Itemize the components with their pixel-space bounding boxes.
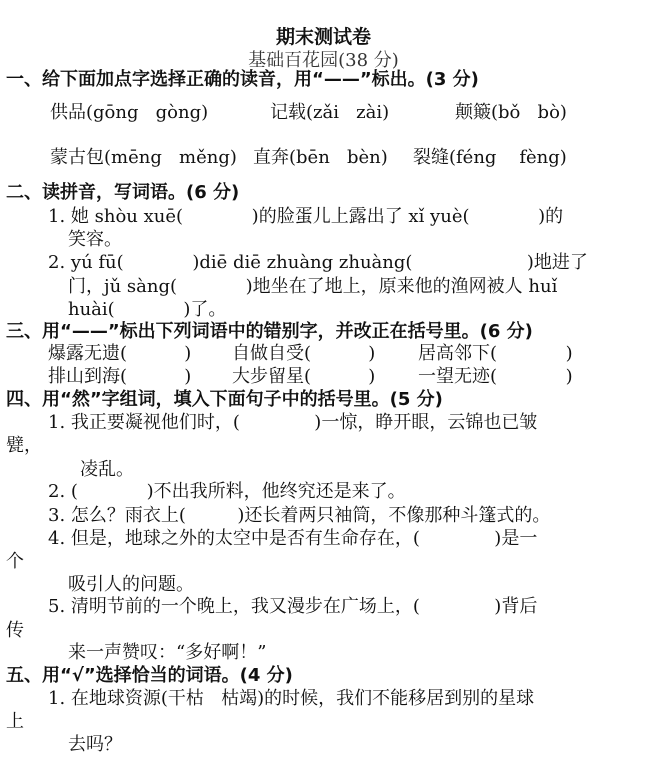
page-subtitle: 基础百花园(38 分) — [248, 50, 399, 71]
question-line: 5. 清明节前的一个晚上，我又漫步在广场上，( )背后 — [48, 596, 538, 617]
question-line: 2. ( )不出我所料，他终究还是来了。 — [48, 481, 406, 502]
pinyin-choice: 裂缝(féng fèng) — [413, 147, 567, 168]
question-line: 2. yú fū( )diē diē zhuàng zhuàng( )地进了 — [48, 252, 588, 273]
pinyin-choice: 供品(gōng gòng) — [50, 102, 209, 123]
question-line: 去吗？ — [68, 734, 122, 755]
idiom-item: 爆露无遗( ) — [48, 343, 192, 364]
pinyin-choice: 记载(zǎi zài) — [270, 102, 390, 123]
idiom-item: 排山到海( ) — [48, 366, 192, 387]
question-line: 传 — [6, 620, 24, 641]
question-line: huài( )了。 — [68, 299, 227, 320]
idiom-item: 居高邻下( ) — [418, 343, 573, 364]
idiom-item: 自做自受( ) — [232, 343, 376, 364]
section-3-heading: 三、用“——”标出下列词语中的错别字，并改正在括号里。(6 分) — [6, 321, 533, 342]
section-5-heading: 五、用“√”选择恰当的词语。(4 分) — [6, 665, 293, 686]
idiom-item: 一望无迹( ) — [418, 366, 573, 387]
pinyin-choice: 颠簸(bǒ bò) — [455, 102, 567, 123]
question-line: 来一声赞叹：“多好啊！” — [68, 642, 267, 663]
pinyin-choice: 蒙古包(mēng měng) — [50, 147, 237, 168]
question-line: 凌乱。 — [80, 459, 134, 480]
page-title: 期末测试卷 — [275, 26, 371, 48]
question-line: 个 — [6, 551, 24, 572]
section-1-heading: 一、给下面加点字选择正确的读音，用“——”标出。(3 分) — [6, 69, 479, 90]
question-line: 吸引人的问题。 — [68, 574, 194, 595]
section-2-heading: 二、读拼音，写词语。(6 分) — [6, 182, 240, 203]
question-line: 1. 我正要凝视他们时，( )一惊，睁开眼，云锦也已皱 — [48, 412, 538, 433]
section-4-heading: 四、用“然”字组词，填入下面句子中的括号里。(5 分) — [6, 389, 443, 410]
question-line: 1. 在地球资源(干枯 枯竭)的时候，我们不能移居到别的星球 — [48, 688, 535, 709]
pinyin-choice: 直奔(bēn bèn) — [253, 147, 388, 168]
question-line: 3. 怎么？雨衣上( )还长着两只袖筒，不像那种斗篷式的。 — [48, 505, 551, 526]
question-line: 笑容。 — [68, 229, 122, 250]
question-line: 门，jǔ sàng( )地坐在了地上，原来他的渔网被人 huǐ — [68, 276, 558, 297]
question-line: 1. 她 shòu xuē( )的脸蛋儿上露出了 xǐ yuè( )的 — [48, 206, 564, 227]
question-line: 上 — [6, 711, 24, 732]
idiom-item: 大步留星( ) — [232, 366, 376, 387]
question-line: 4. 但是，地球之外的太空中是否有生命存在，( )是一 — [48, 528, 538, 549]
question-line: 甓， — [6, 435, 42, 456]
